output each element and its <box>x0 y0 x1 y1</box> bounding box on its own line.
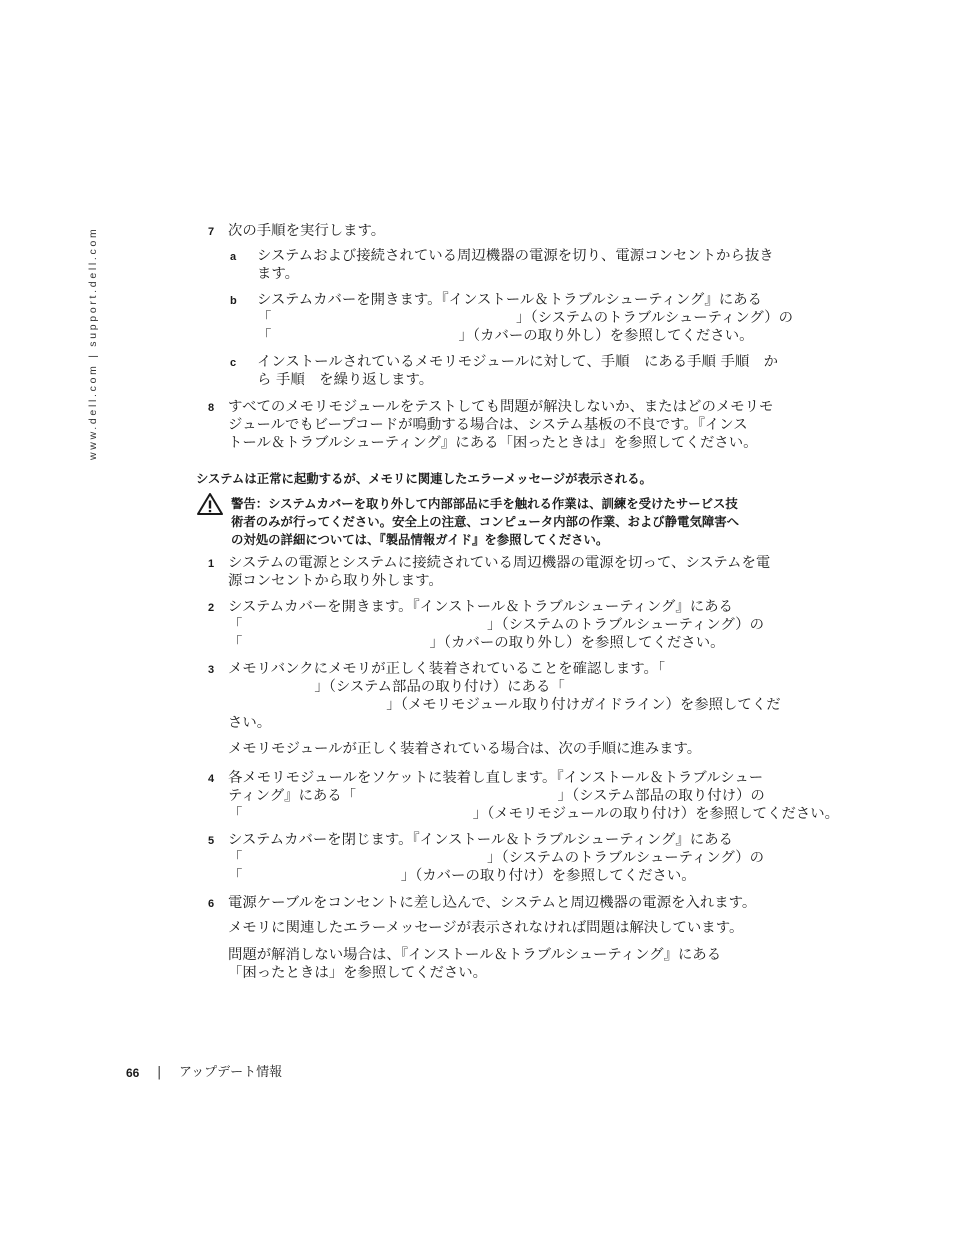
page-number: 66 <box>126 1066 140 1080</box>
step-6-note-line: 「困ったときは」を参照してください。 <box>228 965 488 981</box>
step-text: 「 」（メモリモジュールの取り付け）を参照してください。 <box>228 806 840 822</box>
substep-text: ます。 <box>257 266 300 282</box>
step-text: 「 」（システムのトラブルシューティング）の <box>228 617 764 633</box>
substep-c <box>230 353 817 389</box>
step-text: システムカバーを閉じます。『インストール＆トラブルシューティング』にある <box>228 832 733 848</box>
step-text: ティング』にある「 」（システム部品の取り付け）の <box>228 788 765 804</box>
warning-icon <box>196 492 224 516</box>
step-6-note: メモリに関連したエラーメッセージが表示されなければ問題は解決しています。 <box>228 920 744 936</box>
step-text: 「 」（システムのトラブルシューティング）の <box>228 850 764 866</box>
step-number: 3 <box>208 664 215 676</box>
step-number: 2 <box>208 602 215 614</box>
substep-label: c <box>230 357 237 369</box>
step-number: 1 <box>208 558 215 570</box>
step-text: システムカバーを開きます。『インストール＆トラブルシューティング』にある <box>228 599 733 615</box>
substep-label: b <box>230 295 237 307</box>
step-number: 7 <box>208 226 215 238</box>
warning-text: 警告：システムカバーを取り外して内部部品に手を触れる作業は、訓練を受けたサービス技 <box>231 496 738 511</box>
footer-separator: | <box>157 1065 162 1080</box>
step-6-note-line: 問題が解消しない場合は、『インストール＆トラブルシューティング』にある <box>228 947 722 963</box>
step-6-note <box>228 946 818 982</box>
warning-note <box>231 495 816 549</box>
step-text: 「 」（カバーの取り付け）を参照してください。 <box>228 868 696 884</box>
substep-text: システムおよび接続されている周辺機器の電源を切り、電源コンセントから抜き <box>257 248 774 264</box>
step-text: 電源ケーブルをコンセントに差し込んで、システムと周辺機器の電源を入れます。 <box>228 895 757 911</box>
substep-label: a <box>230 251 237 263</box>
step-number: 8 <box>208 402 215 414</box>
step-8 <box>208 398 818 452</box>
step-text: 源コンセントから取り外します。 <box>228 573 443 589</box>
substep-text: 「 」（システムのトラブルシューティング）の <box>257 310 793 326</box>
page-footer <box>126 1064 283 1083</box>
substep-text: 「 」（カバーの取り外し）を参照してください。 <box>257 328 754 344</box>
step-3-note: メモリモジュールが正しく装着されている場合は、次の手順に進みます。 <box>228 741 702 757</box>
step-text: 」（システム部品の取り付け）にある「 <box>228 679 565 695</box>
substep-text: ら 手順 を繰り返します。 <box>257 372 434 388</box>
step-text: すべてのメモリモジュールをテストしても問題が解決しないか、またはどのメモリモ <box>228 399 774 415</box>
step-2 <box>208 598 818 652</box>
step-4 <box>208 769 840 823</box>
step-text: トール＆トラブルシューティング』にある「困ったときは」を参照してください。 <box>228 435 758 451</box>
step-text: 「 」（カバーの取り外し）を参照してください。 <box>228 635 725 651</box>
substep-b <box>230 291 817 345</box>
step-text: 次の手順を実行します。 <box>228 223 386 239</box>
warning-text: の対処の詳細については、『製品情報ガイド』を参照してください。 <box>231 532 609 547</box>
step-text: ジュールでもビープコードが鳴動する場合は、システム基板の不良です。『インス <box>228 417 748 433</box>
step-6 <box>208 894 818 912</box>
step-5 <box>208 831 818 885</box>
step-7 <box>208 222 818 240</box>
step-number: 5 <box>208 835 215 847</box>
step-1 <box>208 554 818 590</box>
step-text: システムの電源とシステムに接続されている周辺機器の電源を切って、システムを電 <box>228 555 771 571</box>
substep-text: システムカバーを開きます。『インストール＆トラブルシューティング』にある <box>257 292 762 308</box>
step-text: 」（メモリモジュール取り付けガイドライン）を参照してくだ <box>228 697 781 713</box>
substep-a <box>230 247 817 283</box>
substep-text: インストールされているメモリモジュールに対して、手順 にある手順 手順 か <box>257 354 779 370</box>
footer-title: アップデート情報 <box>179 1065 283 1080</box>
step-number: 4 <box>208 773 215 785</box>
step-text: さい。 <box>228 715 272 731</box>
sidebar-url: www.dell.com | support.dell.com <box>87 226 99 460</box>
section-heading: システムは正常に起動するが、メモリに関連したエラーメッセージが表示される。 <box>196 471 652 486</box>
warning-text: 術者のみが行ってください。安全上の注意、コンピュータ内部の作業、および静電気障害へ <box>231 514 740 529</box>
step-text: 各メモリモジュールをソケットに装着し直します。『インストール＆トラブルシュー <box>228 770 764 786</box>
step-3 <box>208 660 818 732</box>
step-number: 6 <box>208 898 215 910</box>
step-text: メモリバンクにメモリが正しく装着されていることを確認します。「 <box>228 661 666 677</box>
